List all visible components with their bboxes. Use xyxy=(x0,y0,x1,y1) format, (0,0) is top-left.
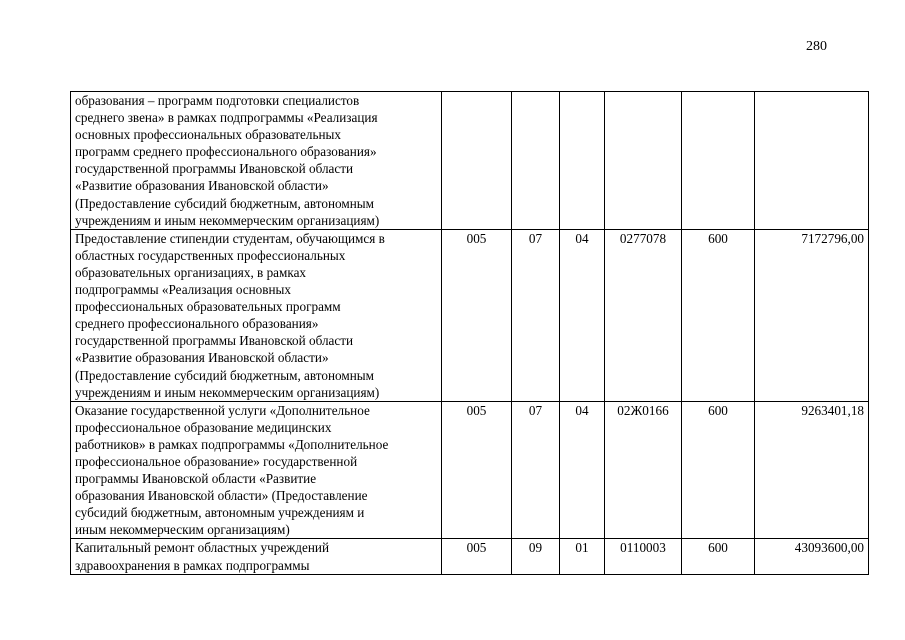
row-subsection-code: 01 xyxy=(560,539,605,574)
row-section-code xyxy=(512,92,560,230)
row-description: Предоставление стипендии студентам, обучающимся в областных государственных профессиональных образовательных организациях, в рамках подпрограммы «Реализация основных профессиональных образовательных программ среднего профессионального образования» государственной программы Ивановской области «Развитие образования Ивановской области» (Предоставление субсидий бюджетным, автономным учреждениям и иным некоммерческим организациям) xyxy=(71,229,442,401)
row-target-article xyxy=(605,92,682,230)
row-description: образования – программ подготовки специалистов среднего звена» в рамках подпрограммы «Реализация основных профессиональных образовательных программ среднего профессионального образования» государственной программы Ивановской области «Развитие образования Ивановской области» (Предоставление субсидий бюджетным, автономным учреждениям и иным некоммерческим организациям) xyxy=(71,92,442,230)
row-subsection-code xyxy=(560,92,605,230)
row-description: Капитальный ремонт областных учреждений здравоохранения в рамках подпрограммы xyxy=(71,539,442,574)
table-row xyxy=(71,539,869,574)
row-section-code: 09 xyxy=(512,539,560,574)
row-amount: 9263401,18 xyxy=(755,401,869,539)
row-ministry-code: 005 xyxy=(442,229,512,401)
row-expense-type: 600 xyxy=(682,229,755,401)
row-ministry-code xyxy=(442,92,512,230)
row-amount: 7172796,00 xyxy=(755,229,869,401)
row-subsection-code: 04 xyxy=(560,229,605,401)
row-ministry-code: 005 xyxy=(442,401,512,539)
table-row xyxy=(71,92,869,230)
row-subsection-code: 04 xyxy=(560,401,605,539)
row-target-article: 0277078 xyxy=(605,229,682,401)
row-amount: 43093600,00 xyxy=(755,539,869,574)
budget-table xyxy=(70,91,869,575)
row-target-article: 02Ж0166 xyxy=(605,401,682,539)
row-ministry-code: 005 xyxy=(442,539,512,574)
row-expense-type xyxy=(682,92,755,230)
page-number: 280 xyxy=(806,39,827,54)
row-target-article: 0110003 xyxy=(605,539,682,574)
row-expense-type: 600 xyxy=(682,539,755,574)
row-description: Оказание государственной услуги «Дополнительное профессиональное образование медицинских работников» в рамках подпрограммы «Дополнительное профессиональное образование» государственной программы Ивановской области «Развитие образования Ивановской области» (Предоставление субсидий бюджетным, автономным учреждениям и иным некоммерческим организациям) xyxy=(71,401,442,539)
row-section-code: 07 xyxy=(512,401,560,539)
row-amount xyxy=(755,92,869,230)
table-row xyxy=(71,401,869,539)
row-expense-type: 600 xyxy=(682,401,755,539)
table-row xyxy=(71,229,869,401)
row-section-code: 07 xyxy=(512,229,560,401)
